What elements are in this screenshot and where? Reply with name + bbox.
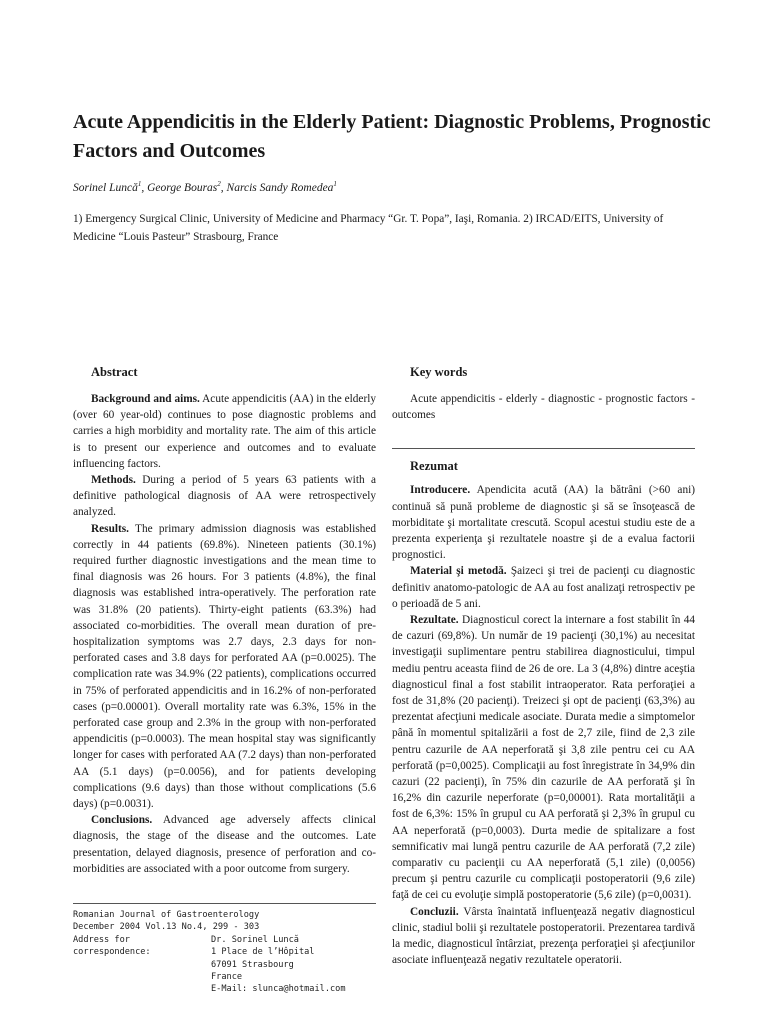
- journal-name: Romanian Journal of Gastroenterology: [73, 910, 260, 920]
- keywords-body: [392, 391, 695, 423]
- abstract-paragraph: Results. The primary admission diagnosis was established correctly in 44 patients (69.8%). Nineteen patients (30.1%) required further diagnostic investigations and the mean time to final diagnosis was 26 hours. For 3 patients (4.8%), the final diagnosis was established intra-operatively. The perforation rate was 31.8% (20 patients). Thirty-eight patients (63.3%) had associated co-morbidities. The overall mean duration of pre-hospitalization symptoms was 2.7 days, 2.3 days for non-perforated cases and 3.8 days for perforated AA (p=0.0025). The complication rate was 34.9% (22 patients), complications occurred in 75% of perforated appendicitis and in 16.2% of non-perforated cases (p=0.00001). Overall mortality rate was 6.3%, 15% in the perforated case group and 2.3% in the group with non-perforated appendicitis (p=0.0003). The mean hospital stay was significantly longer for cases with perforated AA (7.2 days) than non-perforated AA (5.1 days) (p=0.0056), and for patients developing complications (9.6 days) than those without complications (5.6 days) (p=0.0031).: [73, 522, 376, 811]
- abstract-body: [73, 391, 376, 877]
- address-line: 67091 Strasbourg: [211, 959, 294, 970]
- abstract-heading: Abstract: [91, 365, 138, 379]
- section-divider: [392, 448, 695, 449]
- keywords-text: Acute appendicitis - elderly - diagnostic - prognostic factors - outcomes: [392, 393, 695, 422]
- abstract-column: [73, 362, 376, 877]
- address-line: France: [211, 972, 243, 983]
- affiliations: 1) Emergency Surgical Clinic, University of Medicine and Pharmacy “Gr. T. Popa”, Iaşi, Romania. 2) IRCAD/EITS, University of Medicine “Louis Pasteur” Strasbourg, France: [73, 213, 664, 243]
- journal-footer: [73, 903, 376, 996]
- address-label: Address for correspondence:: [73, 934, 151, 958]
- author: George Bouras$^2$,: [147, 180, 227, 194]
- address-line: 1 Place de l’Hôpital: [211, 947, 315, 958]
- address-line: Dr. Sorinel Luncă: [211, 934, 299, 945]
- rezumat-paragraph: Introducere. Apendicita acută (AA) la bătrâni (>60 ani) continuă să pună probleme de diagnostic şi să se însoţească de morbiditate şi mortalitate crescută. Scopul acestui studiu este de a prezenta experienţa şi rezultatele noastre şi de a evalua factorii prognostici.: [392, 484, 695, 562]
- abstract-paragraph: Background and aims. Acute appendicitis (AA) in the elderly (over 60 year-old) continues to pose diagnostic problems and carries a high morbidity and mortality rate. The aim of this article is to present our experience and outcomes and to evaluate influencing factors.: [73, 393, 376, 470]
- author: Narcis Sandy Romedea$^1$: [226, 180, 337, 194]
- author-list: [73, 181, 713, 195]
- email-link[interactable]: E-Mail: slunca@hotmail.com: [211, 984, 346, 995]
- rezumat-paragraph: Rezultate. Diagnosticul corect la internare a fost stabilit în 44 de cazuri (69,8%). Un număr de 19 pacienţi (30,1%) au necesitat investigaţii suplimentare pentru stabilirea diagnosticului, timpul mediu pentru aceasta fiind de 26 de ore. La 3 (4,8%) dintre aceştia diagnosticul final a fost stabilit intraoperator. Rata perforaţiei a fost de 31,8% (20 pacienţi). Treizeci şi opt de pacienţi (63,3%) au prezentat afecţiuni medicale asociate. Durata medie a simptomelor până în momentul spitalizării a fost de 2,7 zile, fiind de 2,3 zile pentru cazurile de AA neperforată şi 3,8 zile pentru cei cu AA perforată (p=0,0025). Complicaţii au fost înregistrate în 34,9% din cazuri (22 pacienţi), în 75% din cazurile de AA perforată şi în 16,2% din cazurile neperforate (p=0,00001). Rata mortalităţii a fost de 6,3%: 15% în grupul cu AA perforată şi 2,3% în grupul cu AA neperforată (p=0,0003). Durta medie de spitalizare a fost semnificativ mai lungă pentru cazurile de AA perforată (7,2 zile) comparativ cu pacienţii cu AA neperforată (5,1 zile) (0,0056) precum şi pentru cazurile cu complicaţii postoperatorii (9,6 zile) faţă de cei cu evoluţie simplă postoperatorie (5,6 zile) (p=0,0031).: [392, 614, 695, 902]
- keywords-heading: Key words: [410, 365, 468, 379]
- rezumat-body: [392, 482, 695, 968]
- author: Sorinel Luncă$^1$,: [73, 180, 148, 194]
- abstract-paragraph: Conclusions. Advanced age adversely affects clinical diagnosis, the stage of the disease and the outcomes. Late presentation, delayed diagnosis, presence of perforation and co-morbidities are associated with a poor outcome from surgery.: [73, 814, 376, 875]
- abstract-paragraph: Methods. During a period of 5 years 63 patients with a definitive pathological diagnosis of AA were retrospectively analyzed.: [73, 474, 376, 519]
- keywords-rezumat-column: [392, 362, 695, 969]
- article-title: Acute Appendicitis in the Elderly Patient: Diagnostic Problems, Prognostic Factors and Outcomes: [73, 111, 711, 162]
- rezumat-heading: Rezumat: [410, 459, 458, 474]
- journal-issue: December 2004 Vol.13 No.4, 299 - 303: [73, 922, 260, 933]
- rezumat-paragraph: Material şi metodă. Şaizeci şi trei de pacienţi cu diagnostic definitiv anatomo-patologic de AA au fost analizaţi retrospectiv pe o perioadă de 5 ani.: [392, 565, 695, 610]
- rezumat-paragraph: Concluzii. Vârsta înaintată influenţează negativ diagnosticul clinic, stadiul bolii şi rezultatele postoperatorii. Prezentarea tardivă la medic, diagnosticul întârziat, prezenţa perforaţiei şi afecţiunilor asociate influenţează negativ rezultatele operatorii.: [392, 905, 695, 967]
